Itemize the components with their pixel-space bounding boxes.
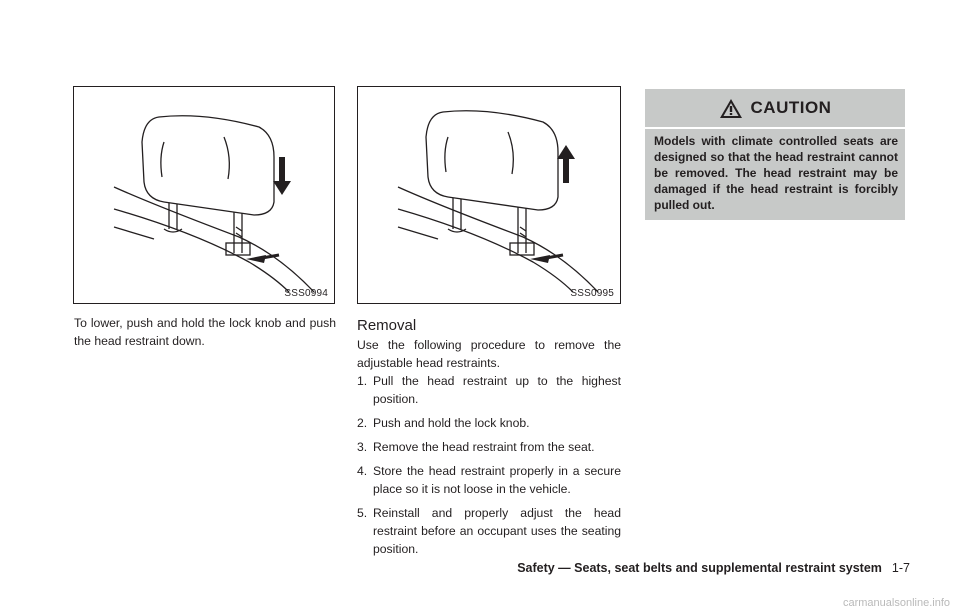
figure-lower-head-restraint (73, 86, 335, 304)
watermark: carmanualsonline.info (842, 597, 950, 609)
caution-text: Models with climate controlled seats are designed so that the head restraint cannot be removed. The head restraint may be damaged if the head restraint is forcibly pulled out. (654, 134, 898, 212)
divider (645, 127, 905, 129)
list-item: 2. Push and hold the lock knob. (357, 416, 530, 430)
list-item: 3. Remove the head restraint from the seat. (357, 440, 595, 454)
figure-code: SSS0994 (284, 288, 328, 299)
arrow-down-icon (273, 157, 291, 195)
head-restraint-illustration (74, 87, 334, 303)
list-item: 5. Reinstall and properly adjust the head restraint before an occupant uses the seating position. (357, 506, 621, 556)
arrow-up-icon (557, 145, 575, 183)
removal-steps (357, 372, 621, 564)
caution-title: CAUTION (750, 98, 832, 117)
head-restraint-illustration (358, 87, 620, 303)
warning-triangle-icon (719, 98, 743, 119)
caution-box (645, 89, 905, 220)
page-footer (510, 561, 910, 575)
removal-intro: Use the following procedure to remove the adjustable head restraints. (357, 338, 621, 370)
list-item: 1. Pull the head restraint up to the highest position. (357, 374, 621, 406)
lower-instructions: To lower, push and hold the lock knob and push the head restraint down. (74, 316, 336, 348)
list-item: 4. Store the head restraint properly in a secure place so it is not loose in the vehicle. (357, 464, 621, 496)
page-number: 1-7 (891, 561, 910, 575)
figure-code: SSS0995 (570, 288, 614, 299)
removal-heading: Removal (357, 317, 417, 334)
figure-remove-head-restraint (357, 86, 621, 304)
caution-header (645, 89, 905, 127)
footer-section-title: Safety — Seats, seat belts and supplemental restraint system (517, 561, 882, 575)
